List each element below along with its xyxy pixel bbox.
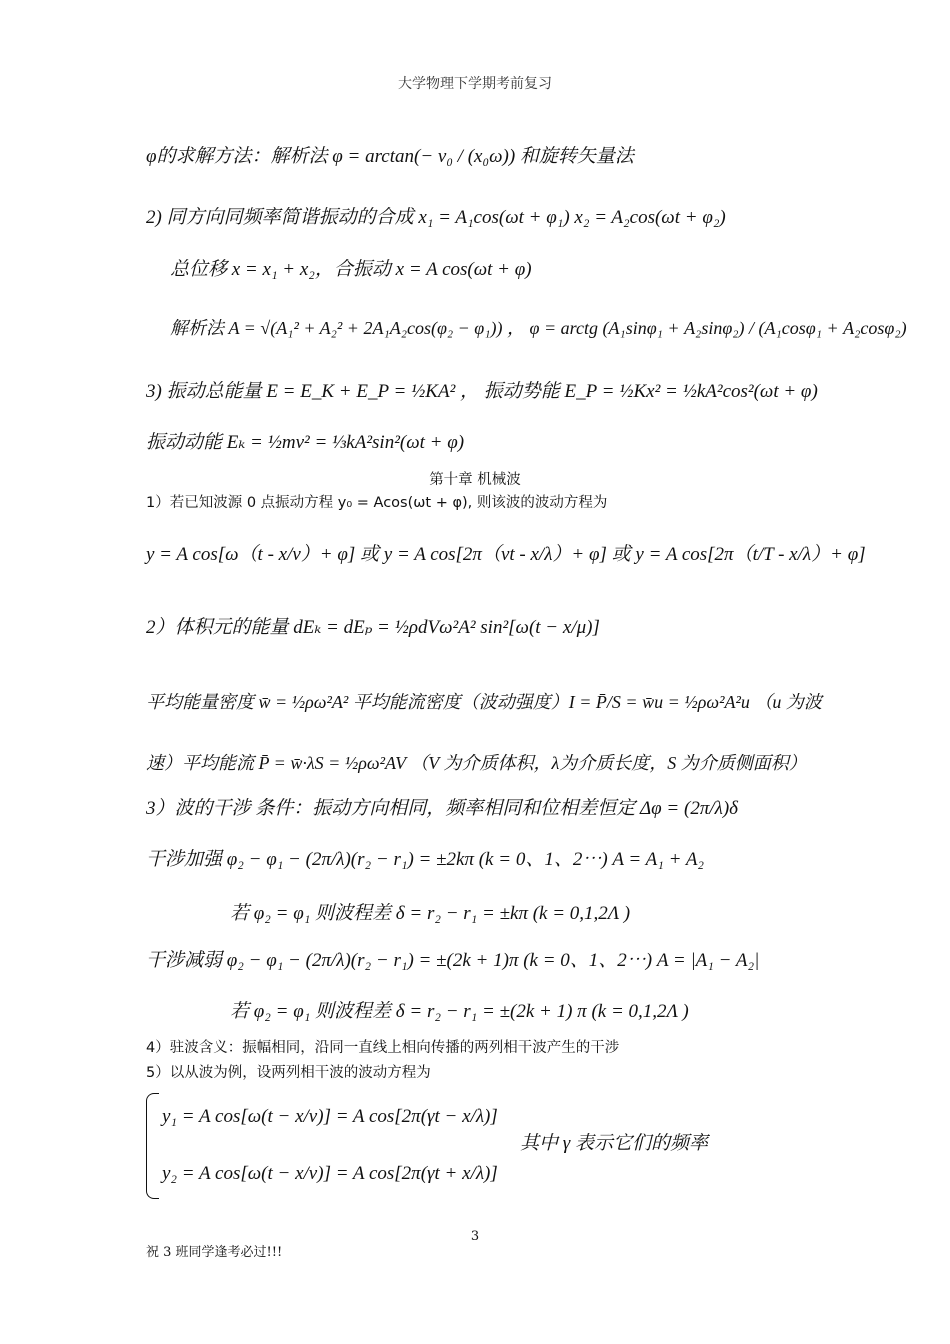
wave-source-intro: 1）若已知波源 0 点振动方程 y₀ = Acos(ωt + φ), 则该波的波动方程为	[146, 495, 608, 511]
equation-system-brace	[146, 1093, 159, 1199]
wave-interference-conditions: 3）波的干涉 条件：振动方向相同，频率相同和位相差恒定 Δφ = (2π/λ)δ	[146, 798, 738, 819]
total-displacement: 总位移 x = x₁ + x₂，合振动 x = A cos(ωt + φ)	[170, 259, 532, 280]
destructive-path-difference: 若 φ₂ = φ₁ 则波程差 δ = r₂ − r₁ = ±(2k + 1) π (k = 0,1,2Λ )	[230, 1001, 689, 1022]
interference-destructive: 干涉减弱 φ₂ − φ₁ − (2π/λ)(r₂ − r₁) = ±(2k + 1)π (k = 0、1、2⋯) A = |A₁ − A₂|	[146, 950, 760, 971]
standing-wave-definition: 4）驻波含义：振幅相同，沿同一直线上相向传播的两列相干波产生的干涉	[146, 1040, 620, 1056]
vibration-kinetic-energy: 振动动能 Eₖ = ½mv² = ⅓kA²sin²(ωt + φ)	[146, 432, 465, 453]
interference-constructive: 干涉加强 φ₂ − φ₁ − (2π/λ)(r₂ − r₁) = ±2kπ (k = 0、1、2⋯) A = A₁ + A₂	[146, 849, 705, 870]
volume-element-energy: 2）体积元的能量 dEₖ = dEₚ = ½ρdVω²A² sin²[ω(t − x/μ)]	[146, 617, 600, 638]
vibration-total-energy: 3) 振动总能量 E = E_K + E_P = ½KA² ， 振动势能 E_P = ½Kx² = ½kA²cos²(ωt + φ)	[146, 381, 818, 402]
page-number: 3	[470, 1229, 480, 1244]
average-energy-flow: 速）平均能流 P̄ = w̄·λS = ½ρω²AV （V 为介质体积，λ为介质长度，S 为介质侧面积）	[146, 753, 807, 773]
same-direction-composition: 2) 同方向同频率简谐振动的合成 x₁ = A₁cos(ωt + φ₁) x₂ = A₂cos(ωt + φ₂)	[146, 207, 726, 228]
frequency-note: 其中 γ 表示它们的频率	[520, 1133, 708, 1154]
average-energy-density: 平均能量密度 w̄ = ½ρω²A² 平均能流密度（波动强度）I = P̄/S = w̄u = ½ρω²A²u （u 为波	[146, 692, 822, 712]
constructive-path-difference: 若 φ₂ = φ₁ 则波程差 δ = r₂ − r₁ = ±kπ (k = 0,1,2Λ )	[230, 903, 631, 924]
wave-equation-y1: y₁ = A cos[ω(t − x/v)] = A cos[2π(γt − x/λ)]	[162, 1106, 498, 1127]
phase-solution-methods: φ的求解方法：解析法 φ = arctan(− v₀ / (x₀ω)) 和旋转矢量法	[146, 146, 634, 167]
wave-equation: y = A cos[ω（t - x/v）+ φ] 或 y = A cos[2π（vt - x/λ）+ φ] 或 y = A cos[2π（t/T - x/λ）+ φ]	[146, 544, 866, 565]
chapter-heading: 第十章 机械波	[429, 472, 521, 488]
standing-wave-setup: 5）以从波为例，设两列相干波的波动方程为	[146, 1065, 431, 1081]
wave-equation-y2: y₂ = A cos[ω(t − x/v)] = A cos[2π(γt + x/λ)]	[162, 1163, 498, 1184]
analytic-amplitude-phase: 解析法 A = √(A₁² + A₂² + 2A₁A₂cos(φ₂ − φ₁)) ， φ = arctg (A₁sinφ₁ + A₂sinφ₂) / (A₁cosφ₁ + A₂cosφ₂)	[170, 318, 907, 338]
page-header: 大学物理下学期考前复习	[398, 76, 552, 92]
footer-note: 祝 3 班同学逢考必过!!!	[146, 1245, 283, 1260]
